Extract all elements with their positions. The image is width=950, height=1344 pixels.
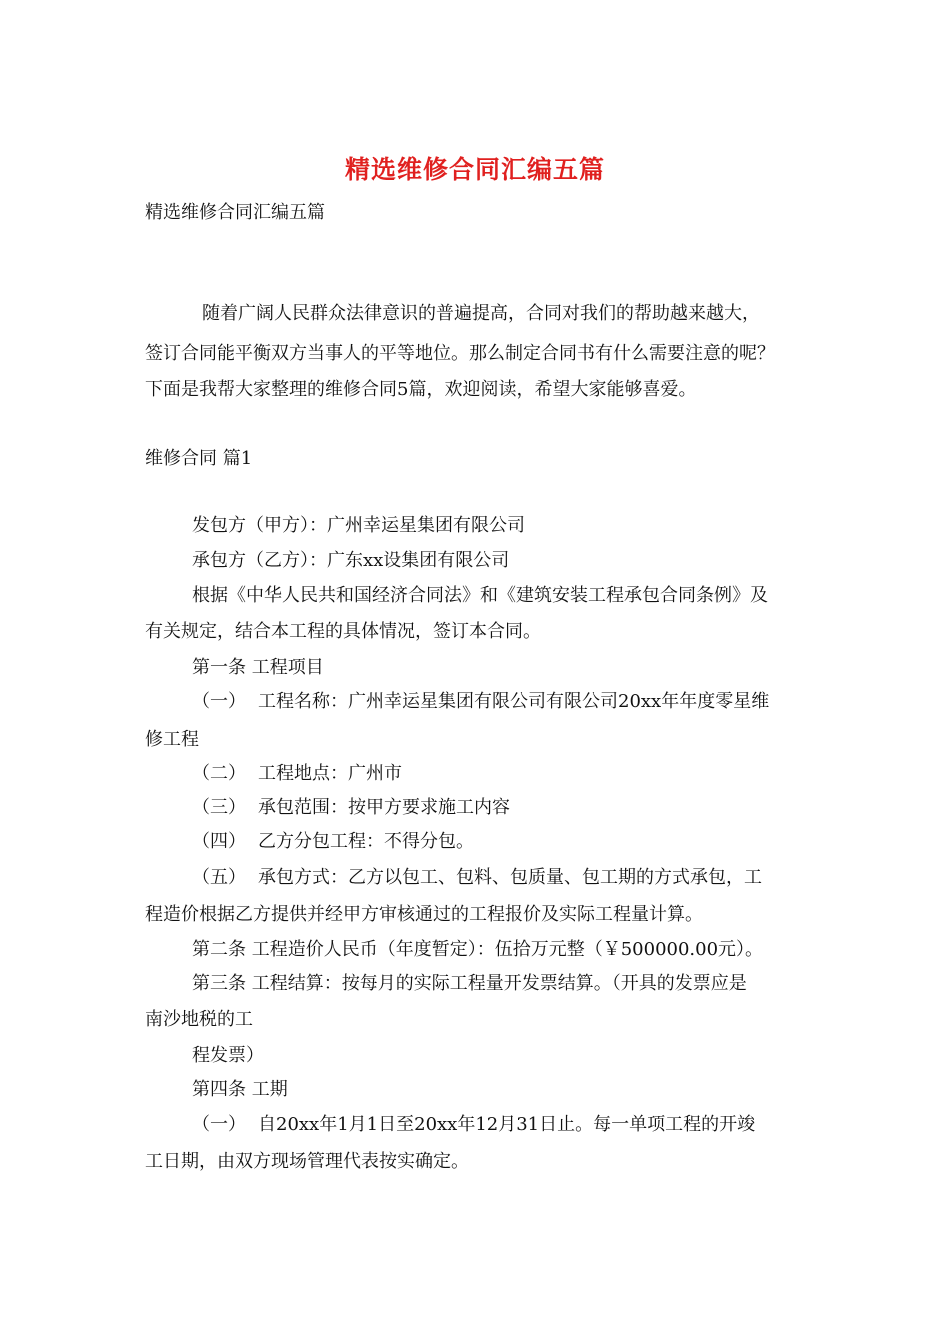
item-number: （五） — [192, 867, 246, 888]
item-text: 自20xx年1月1日至20xx年12月31日止。每一单项工程的开竣 — [258, 1114, 756, 1135]
intro-line-3: 下面是我帮大家整理的维修合同5篇，欢迎阅读，希望大家能够喜爱。 — [145, 379, 697, 400]
article-2: 第二条 工程造价人民币（年度暂定）：伍拾万元整（￥500000.00元）。 — [192, 939, 764, 960]
basis-line-2: 有关规定，结合本工程的具体情况，签订本合同。 — [145, 621, 541, 642]
basis-line-1: 根据《中华人民共和国经济合同法》和《建筑安装工程承包合同条例》及 — [192, 585, 768, 606]
document-title: 精选维修合同汇编五篇 — [344, 155, 605, 184]
article-4-item-1 — [192, 1113, 755, 1137]
item-1 — [192, 690, 769, 714]
item-4 — [192, 830, 474, 854]
item-1-continued: 修工程 — [145, 729, 199, 750]
document-subtitle: 精选维修合同汇编五篇 — [145, 202, 325, 223]
item-text: 乙方分包工程：不得分包。 — [258, 831, 474, 852]
item-number: （四） — [192, 831, 246, 852]
article-4-item-1-continued: 工日期，由双方现场管理代表按实确定。 — [145, 1151, 469, 1172]
article-3-continued: 南沙地税的工 — [145, 1009, 253, 1030]
item-number: （一） — [192, 1114, 246, 1135]
item-number: （三） — [192, 797, 246, 818]
item-number: （一） — [192, 691, 246, 712]
article-3: 第三条 工程结算：按每月的实际工程量开发票结算。（开具的发票应是 — [192, 973, 747, 994]
item-text: 工程名称：广州幸运星集团有限公司有限公司20xx年年度零星维 — [258, 691, 770, 712]
item-text: 承包范围：按甲方要求施工内容 — [258, 797, 510, 818]
item-2 — [192, 762, 402, 786]
article-4: 第四条 工期 — [192, 1079, 288, 1100]
section-heading: 维修合同 篇1 — [145, 448, 253, 469]
item-text: 承包方式：乙方以包工、包料、包质量、包工期的方式承包，工 — [258, 867, 762, 888]
party-a: 发包方（甲方）：广州幸运星集团有限公司 — [192, 515, 525, 536]
item-5-continued: 程造价根据乙方提供并经甲方审核通过的工程报价及实际工程量计算。 — [145, 904, 703, 925]
article-3-continued-2: 程发票） — [192, 1045, 264, 1066]
item-text: 工程地点：广州市 — [258, 763, 402, 784]
item-5 — [192, 866, 762, 890]
party-b: 承包方（乙方）：广东xx设集团有限公司 — [192, 550, 510, 571]
article-1: 第一条 工程项目 — [192, 657, 324, 678]
intro-line-1: 随着广阔人民群众法律意识的普遍提高，合同对我们的帮助越来越大， — [202, 303, 760, 324]
item-3 — [192, 796, 510, 820]
item-number: （二） — [192, 763, 246, 784]
intro-line-2: 签订合同能平衡双方当事人的平等地位。那么制定合同书有什么需要注意的呢？ — [145, 343, 775, 364]
